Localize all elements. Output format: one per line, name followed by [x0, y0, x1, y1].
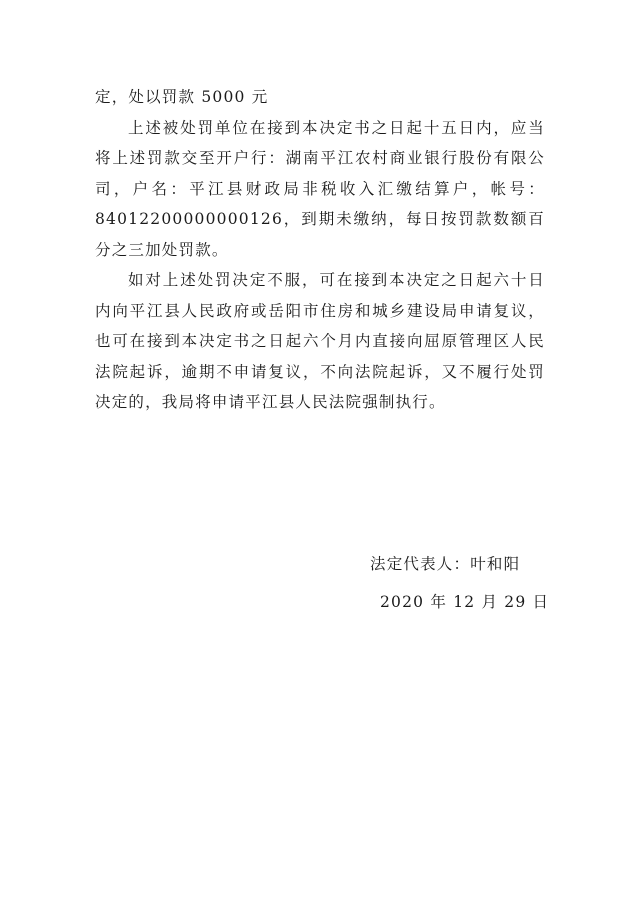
- document-date: 2020 年 12 月 29 日: [380, 593, 550, 611]
- legal-representative: 法定代表人：叶和阳: [370, 555, 521, 573]
- document-body: [95, 82, 545, 418]
- signature-block: [370, 545, 570, 621]
- paragraph-penalty-continuation: 定，处以罚款 5000 元: [95, 88, 269, 106]
- paragraph-appeal-rights: 如对上述处罚决定不服，可在接到本决定之日起六十日内向平江县人民政府或岳阳市住房和城乡建设局申请复议，也可在接到本决定书之日起六个月内直接向屈原管理区人民法院起诉，逾期不申请复议，不向法院起诉，又不履行处罚决定的，我局将申请平江县人民法院强制执行。: [95, 271, 545, 411]
- paragraph-payment-instructions: 上述被处罚单位在接到本决定书之日起十五日内，应当将上述罚款交至开户行：湖南平江农村商业银行股份有限公司，户名：平江县财政局非税收入汇缴结算户，帐号：84012200000000126，到期未缴纳，每日按罚款数额百分之三加处罚款。: [95, 118, 545, 259]
